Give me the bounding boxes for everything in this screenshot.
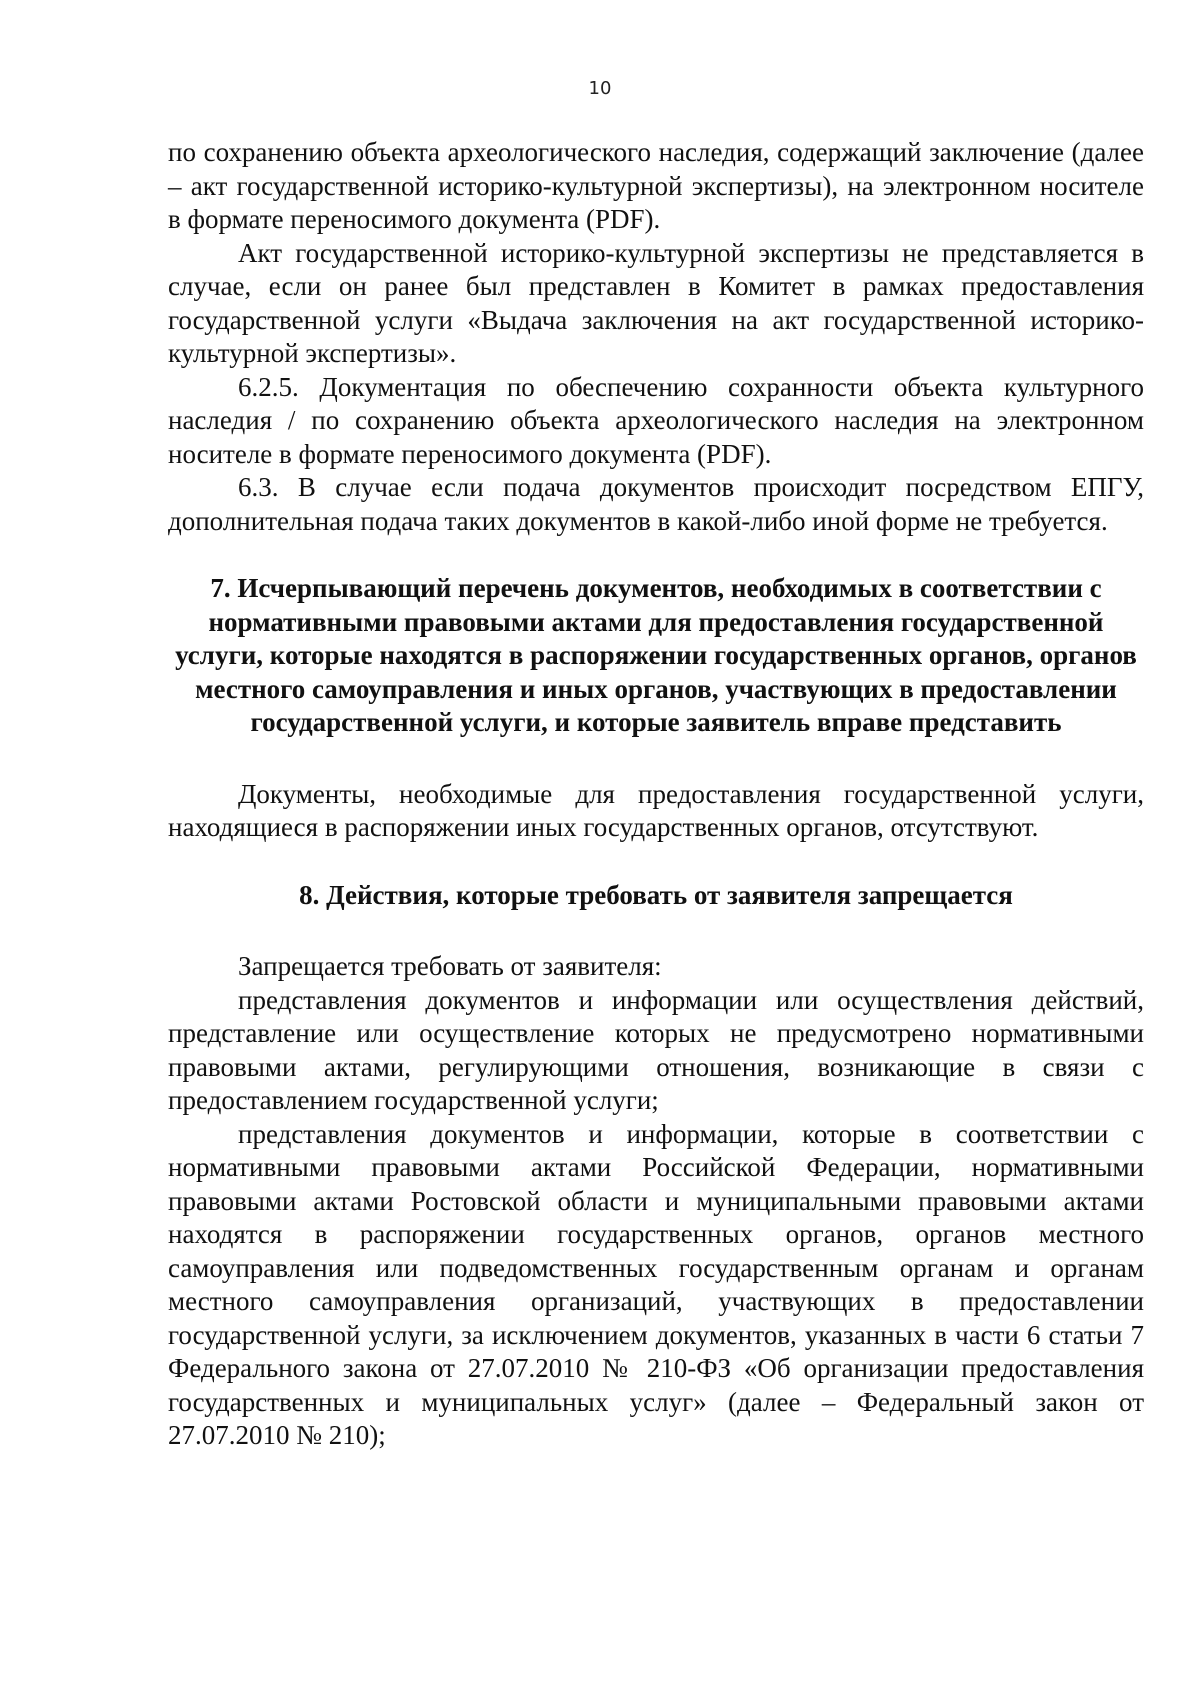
- section-8-item-1: представления документов и информации или осуществления действий, представление или осуществление которых не предусмотрено нормативными правовыми актами, регулирующими отношения, возникающие в связи с предоставлением государственной услуги;: [168, 984, 1144, 1115]
- paragraph-6-2-5: 6.2.5. Документация по обеспечению сохранности объекта культурного наследия / по сохранению объекта археологического наследия на электронном носителе в формате переносимого документа (PDF).: [168, 371, 1144, 469]
- section-8-intro: Запрещается требовать от заявителя:: [238, 951, 662, 981]
- paragraph-continuation: по сохранению объекта археологического наследия, содержащий заключение (далее – акт государственной историко-культурной экспертизы), на электронном носителе в формате переносимого документа (PDF).: [168, 137, 1144, 234]
- section-7-heading: 7. Исчерпывающий перечень документов, необходимых в соответствии с нормативными правовыми актами для предоставления государственной услуги, которые находятся в распоряжении государственных органов, органов местного самоуправления и иных органов, участвующих в предоставлении государственной услуги, и которые заявитель вправе представить: [175, 573, 1137, 737]
- paragraph-act-not-required: Акт государственной историко-культурной экспертизы не представляется в случае, если он ранее был представлен в Комитет в рамках предоставления государственной услуги «Выдача заключения на акт государственной историко-культурной экспертизы».: [168, 237, 1144, 368]
- page-number: 10: [588, 78, 612, 99]
- document-body: [168, 136, 1144, 1453]
- section-8-item-2: представления документов и информации, которые в соответствии с нормативными правовыми актами Российской Федерации, нормативными правовыми актами Ростовской области и муниципальными правовыми актами находятся в распоряжении государственных органов, органов местного самоуправления или подведомственных государственным органам и органам местного самоуправления организаций, участвующих в предоставлении государственной услуги, за исключением документов, указанных в части 6 статьи 7 Федерального закона от 27.07.2010 № 210-ФЗ «Об организации предоставления государственных и муниципальных услуг» (далее – Федеральный закон от 27.07.2010 № 210);: [168, 1118, 1144, 1450]
- paragraph-6-3: 6.3. В случае если подача документов происходит посредством ЕПГУ, дополнительная подача таких документов в какой-либо иной форме не требуется.: [168, 472, 1144, 536]
- section-7-body: Документы, необходимые для предоставления государственной услуги, находящиеся в распоряжении иных государственных органов, отсутствуют.: [168, 778, 1144, 842]
- section-8-heading: 8. Действия, которые требовать от заявителя запрещается: [299, 879, 1013, 910]
